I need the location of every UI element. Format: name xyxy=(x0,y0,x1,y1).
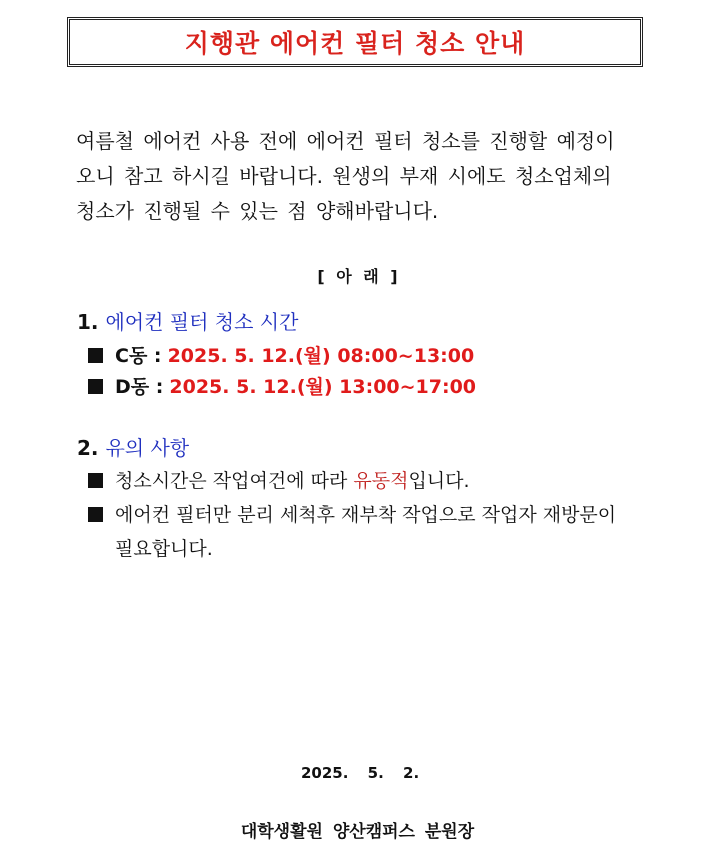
title-box xyxy=(67,17,643,67)
section2-heading xyxy=(77,432,189,461)
section1-number: 1. xyxy=(77,310,99,334)
notice-title: 지행관 에어컨 필터 청소 안내 xyxy=(184,29,526,58)
section2-title: 유의 사항 xyxy=(105,436,190,460)
square-bullet-icon xyxy=(88,379,103,394)
caution-text: 필요합니다. xyxy=(115,538,213,560)
schedule-item-d xyxy=(88,372,476,399)
caution-text-end: 입니다. xyxy=(408,470,470,492)
caution-highlight: 유동적 xyxy=(353,470,409,492)
schedule-item-c xyxy=(88,341,474,368)
caution-item-1 xyxy=(88,466,470,493)
square-bullet-icon xyxy=(88,507,103,522)
building-label: C동 : xyxy=(115,345,162,367)
notice-date: 2025. 5. 2. xyxy=(301,764,420,782)
section2-number: 2. xyxy=(77,436,99,460)
notice-mark: [ 아 래 ] xyxy=(317,267,398,286)
caution-item-2 xyxy=(88,500,616,527)
caution-item-2-cont xyxy=(115,534,213,561)
square-bullet-icon xyxy=(88,348,103,363)
intro-line: 청소가 진행될 수 있는 점 양해바랍니다. xyxy=(76,199,439,223)
intro-line: 여름철 에어컨 사용 전에 에어컨 필터 청소를 진행할 예정이 xyxy=(76,129,615,153)
caution-text: 에어컨 필터만 분리 세척후 재부착 작업으로 작업자 재방문이 xyxy=(115,504,617,526)
schedule-time: 2025. 5. 12.(월) 13:00~17:00 xyxy=(169,376,477,398)
signer: 대학생활원 양산캠퍼스 분원장 xyxy=(240,822,475,842)
intro-paragraph xyxy=(76,124,646,229)
caution-text: 청소시간은 작업여건에 따라 xyxy=(115,470,354,492)
section1-heading xyxy=(77,306,298,335)
square-bullet-icon xyxy=(88,473,103,488)
building-label: D동 : xyxy=(115,376,164,398)
schedule-time: 2025. 5. 12.(월) 08:00~13:00 xyxy=(167,345,475,367)
section1-title: 에어컨 필터 청소 시간 xyxy=(105,310,299,334)
intro-line: 오니 참고 하시길 바랍니다. 원생의 부재 시에도 청소업체의 xyxy=(76,164,612,188)
